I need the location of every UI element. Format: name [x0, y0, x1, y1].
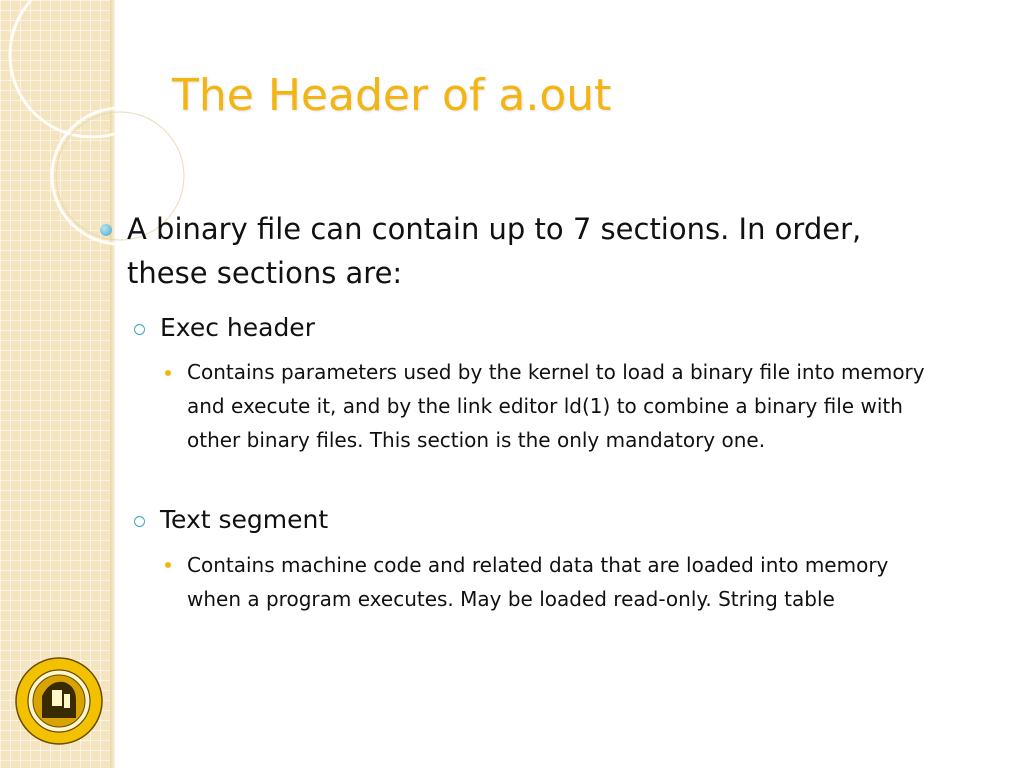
stmik-logo-seal — [14, 656, 104, 746]
circle-bullet-icon — [134, 516, 145, 527]
bullet-dot-icon — [100, 224, 112, 236]
circle-bullet-icon — [134, 324, 145, 335]
dot-bullet-icon — [165, 562, 171, 568]
sub-sub-bullet-exec-header: Contains parameters used by the kernel to load a binary file into memory and execute it, and by the link editor ld(1) to combine a binary file with other binary files. This section is the only mandatory one. — [187, 360, 925, 452]
dot-bullet-icon — [165, 370, 171, 376]
sub-sub-bullet-text-segment: Contains machine code and related data that are loaded into memory when a program executes. May be loaded read-only. String table — [187, 553, 889, 611]
bullet-text: A binary file can contain up to 7 sections. In order, these sections are: — [127, 212, 862, 290]
sub-bullet-text-segment: Text segment — [160, 505, 329, 534]
slide-title: The Header of a.out — [172, 70, 612, 121]
sub-bullet-exec-header: Exec header — [160, 313, 315, 342]
